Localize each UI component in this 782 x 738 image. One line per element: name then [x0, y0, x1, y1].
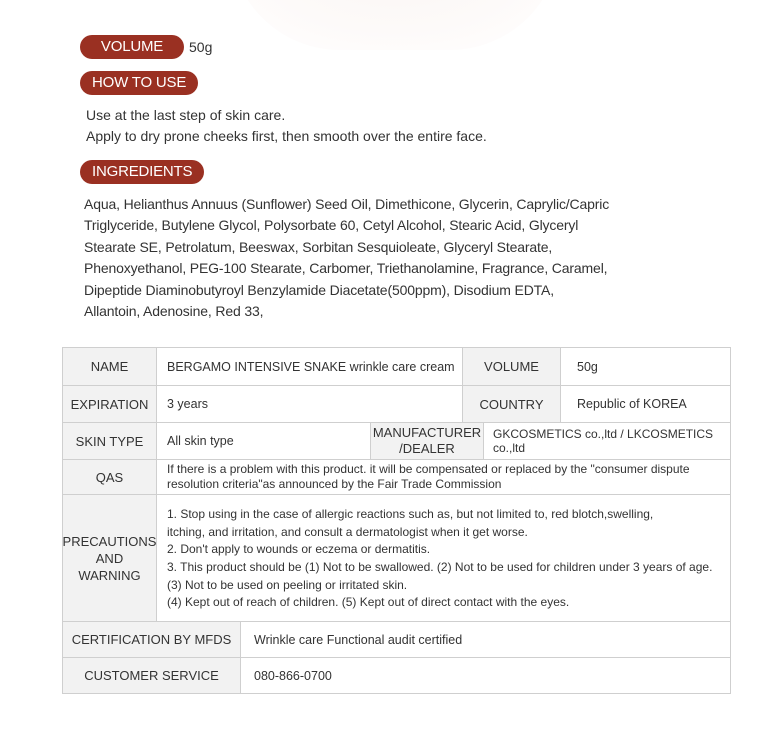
ingredients-line: Allantoin, Adenosine, Red 33,	[84, 303, 264, 320]
precautions-label-line: PRECAUTIONS	[62, 533, 157, 549]
country-value: Republic of KOREA	[560, 385, 730, 422]
expiration-value: 3 years	[156, 385, 462, 422]
manufacturer-label-line: /DEALER	[399, 441, 455, 456]
volume-cell-value: 50g	[560, 348, 730, 385]
how-to-use-badge: HOW TO USE	[80, 71, 198, 95]
how-to-use-line: Apply to dry prone cheeks first, then smooth over the entire face.	[86, 128, 487, 144]
precaution-line: (3) Not to be used on peeling or irritated skin.	[167, 577, 408, 592]
certification-value: Wrinkle care Functional audit certified	[240, 621, 730, 657]
precautions-label	[63, 494, 156, 621]
manufacturer-label-line: MANUFACTURER	[372, 425, 482, 440]
skin-type-label: SKIN TYPE	[63, 422, 156, 459]
skin-type-value: All skin type	[156, 422, 370, 459]
how-to-use-line: Use at the last step of skin care.	[86, 107, 286, 123]
ingredients-line: Aqua, Helianthus Annuus (Sunflower) Seed Oil, Dimethicone, Glycerin, Caprylic/Capric	[84, 196, 610, 212]
precautions-value	[156, 494, 730, 621]
precaution-line: 1. Stop using in the case of allergic reactions such as, but not limited to, red blotch,swelling,	[167, 507, 654, 522]
volume-value: 50g	[189, 39, 213, 55]
qas-line: resolution criteria"as announced by the Fair Trade Commission	[167, 477, 502, 491]
expiration-label: EXPIRATION	[63, 385, 156, 422]
country-label: COUNTRY	[462, 385, 560, 422]
volume-label: VOLUME	[462, 348, 560, 385]
qas-label: QAS	[63, 459, 156, 494]
precaution-line: 2. Don't apply to wounds or eczema or dermatitis.	[167, 542, 431, 557]
ingredients-line: Stearate SE, Petrolatum, Beeswax, Sorbitan Sesquioleate, Glyceryl Stearate,	[84, 238, 553, 255]
ingredients-line: Triglyceride, Butylene Glycol, Polysorbate 60, Cetyl Alcohol, Stearic Acid, Glyceryl	[84, 217, 579, 234]
precaution-line: (4) Kept out of reach of children. (5) Kept out of direct contact with the eyes.	[167, 595, 570, 610]
certification-label: CERTIFICATION BY MFDS	[63, 621, 240, 657]
ingredients-badge: INGREDIENTS	[80, 160, 204, 184]
manufacturer-label	[370, 422, 483, 459]
precaution-line: itching, and irritation, and consult a dermatologist when it get worse.	[167, 524, 528, 539]
name-value: BERGAMO INTENSIVE SNAKE wrinkle care cream	[156, 348, 462, 385]
volume-badge: VOLUME	[80, 35, 184, 59]
precaution-line: 3. This product should be (1) Not to be swallowed. (2) Not to be used for children under 3 years of age.	[167, 560, 713, 574]
customer-service-value: 080-866-0700	[240, 657, 730, 693]
precautions-label-line: WARNING	[78, 567, 141, 583]
product-image-fragment	[230, 0, 560, 50]
ingredients-text	[84, 194, 624, 322]
customer-service-label: CUSTOMER SERVICE	[63, 657, 240, 693]
precautions-label-line: AND	[95, 550, 124, 566]
ingredients-line: Dipeptide Diaminobutyroyl Benzylamide Diacetate(500ppm), Disodium EDTA,	[84, 281, 554, 298]
ingredients-line: Phenoxyethanol, PEG-100 Stearate, Carbomer, Triethanolamine, Fragrance, Caramel,	[84, 260, 608, 277]
manufacturer-value: GKCOSMETICS co.,ltd / LKCOSMETICS co.,ltd	[483, 422, 730, 459]
qas-value	[156, 459, 730, 494]
product-spec-table	[62, 347, 731, 694]
how-to-use-text	[86, 105, 706, 147]
qas-line: If there is a problem with this product. it will be compensated or replaced by the "consumer dispute	[167, 462, 690, 476]
name-label: NAME	[63, 348, 156, 385]
